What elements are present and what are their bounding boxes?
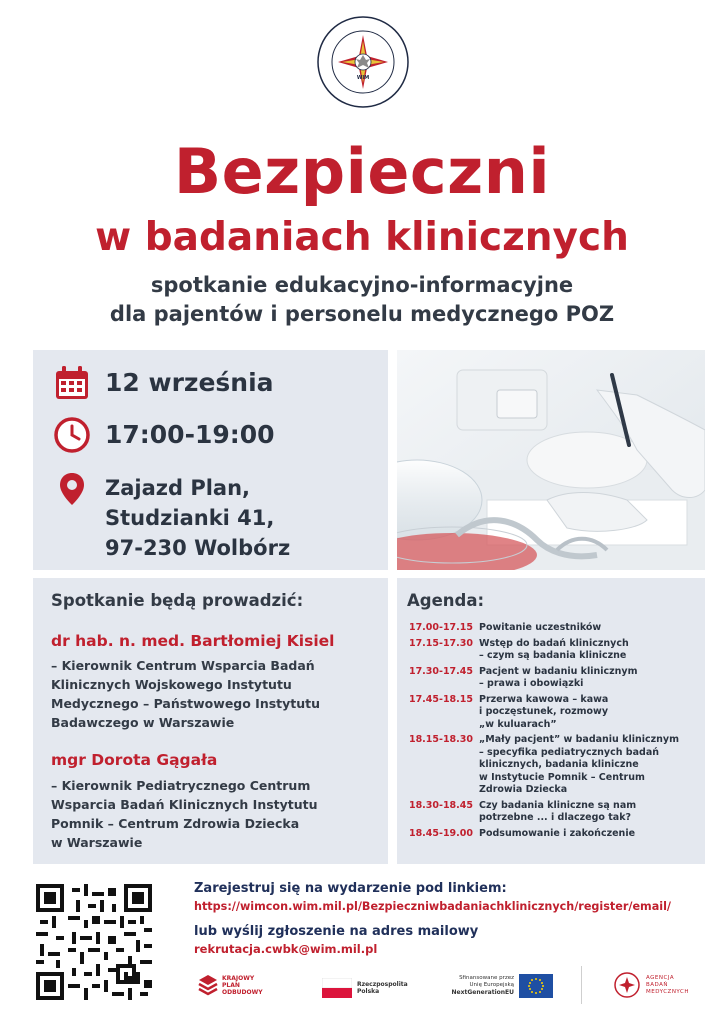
agenda-text-line: Przerwa kawowa – kawa [479, 693, 609, 705]
tagline-line-1: spotkanie edukacyjno-informacyjne [150, 273, 574, 297]
rp-label [357, 981, 408, 995]
agenda-text [479, 666, 701, 691]
leaders-panel [33, 578, 388, 864]
agenda-item [403, 828, 701, 841]
abm-line: AGENCJA [646, 974, 675, 981]
abm-icon [614, 972, 640, 998]
agenda-text-line: klinicznych, badania kliniczne [479, 759, 639, 770]
agenda-time: 17.45-18.15 [408, 693, 473, 705]
agenda-text [479, 800, 701, 825]
rp-line: Polska [357, 988, 380, 995]
leader-1-desc-line: Medycznego – Państwowego Instytutu [51, 696, 321, 711]
agenda-text [479, 638, 701, 663]
agenda-time: 17.30-17.45 [408, 665, 473, 677]
page-title: Bezpieczni [173, 135, 551, 208]
leader-1-name: dr hab. n. med. Bartłomiej Kisiel [51, 632, 335, 650]
agenda-list [403, 622, 701, 843]
agenda-text-line: Czy badania kliniczne są nam [479, 799, 637, 811]
agenda-item [403, 622, 701, 635]
kpo-line: ODBUDOWY [222, 988, 263, 996]
agenda-heading: Agenda: [407, 591, 485, 610]
leader-2-desc [51, 776, 381, 852]
agenda-text-line: potrzebne ... i dlaczego tak? [479, 812, 632, 823]
leader-1-desc [51, 656, 381, 732]
agenda-time: 18.15-18.30 [408, 734, 473, 745]
event-time-row [53, 416, 275, 454]
kpo-icon [198, 974, 218, 996]
clock-icon [53, 416, 91, 454]
kpo-line: PLAN [222, 981, 240, 989]
agenda-time: 18.30-18.45 [408, 799, 473, 811]
address-line-2: Studzianki 41, [105, 506, 275, 530]
eu-line-strong: NextGenerationEU [451, 989, 514, 996]
eu-logo [444, 974, 553, 998]
event-address [105, 473, 290, 563]
leader-2-desc-line: w Warszawie [51, 835, 143, 850]
abm-line: BADAŃ [646, 981, 669, 988]
logo-text: WIM [356, 75, 370, 81]
agenda-item [403, 734, 701, 797]
agenda-panel [397, 578, 705, 864]
agenda-text-line: – specyfika pediatrycznych badań [479, 746, 659, 758]
leader-1-desc-line: Badawczego w Warszawie [51, 715, 235, 730]
agenda-text-line: w Instytucie Pomnik – Centrum [479, 771, 645, 783]
eu-line: Unię Europejską [469, 982, 514, 988]
agenda-item [403, 666, 701, 691]
kpo-logo [198, 974, 266, 996]
event-date: 12 września [105, 368, 274, 397]
registration-link[interactable]: https://wimcon.wim.mil.pl/Bezpieczniwbadaniachklinicznych/register/email/ [194, 900, 671, 913]
registration-prompt: Zarejestruj się na wydarzenie pod linkiem: [194, 881, 507, 896]
kpo-label [222, 975, 266, 996]
eu-line: Sfinansowane przez [459, 975, 514, 981]
agenda-text-line: „Mały pacjent” w badaniu klinicznym [479, 734, 679, 745]
email-prompt: lub wyślij zgłoszenie na adres mailowy [194, 924, 479, 939]
event-info-panel [33, 350, 388, 570]
wim-logo [316, 15, 410, 109]
clinical-photo [397, 350, 705, 570]
leader-2-name: mgr Dorota Gągała [51, 751, 218, 769]
agenda-text [479, 828, 701, 841]
page-subtitle: w badaniach klinicznych [95, 215, 629, 260]
location-pin-icon [53, 470, 91, 508]
footer-divider [581, 966, 582, 1004]
abm-logo [614, 972, 696, 998]
leader-1-desc-line: – Kierownik Centrum Wsparcia Badań [51, 658, 315, 673]
agenda-text-line: Zdrowia Dziecka [479, 784, 568, 795]
registration-email[interactable]: rekrutacja.cwbk@wim.mil.pl [194, 942, 378, 956]
rp-logo [322, 978, 408, 998]
leaders-heading: Spotkanie będą prowadzić: [51, 591, 304, 610]
agenda-time: 17.00-17.15 [408, 622, 473, 633]
agenda-text-line: Wstęp do badań klinicznych [479, 637, 629, 649]
leader-1-desc-line: Klinicznych Wojskowego Instytutu [51, 677, 292, 692]
registration-block [194, 880, 704, 958]
kpo-line: KRAJOWY [222, 974, 255, 982]
address-line-3: 97-230 Wolbórz [105, 536, 291, 560]
event-address-row [53, 470, 290, 563]
leader-2-desc-line: – Kierownik Pediatrycznego Centrum [51, 778, 311, 793]
agenda-text [479, 694, 701, 732]
eu-flag-icon [519, 974, 553, 998]
calendar-icon [53, 364, 91, 402]
event-date-row [53, 364, 274, 402]
agenda-text-line: – czym są badania kliniczne [479, 650, 627, 661]
agenda-text-line: Powitanie uczestników [479, 622, 602, 633]
agenda-time: 17.15-17.30 [408, 637, 473, 649]
tagline [0, 271, 724, 329]
abm-label [646, 975, 696, 996]
eu-label [444, 975, 514, 997]
agenda-text-line: i poczęstunek, rozmowy [479, 706, 609, 717]
abm-line: MEDYCZNYCH [646, 988, 689, 995]
agenda-time: 18.45-19.00 [408, 827, 473, 839]
leader-2-desc-line: Wsparcia Badań Klinicznych Instytutu [51, 797, 318, 812]
agenda-text-line: Podsumowanie i zakończenie [479, 827, 636, 839]
tagline-line-2: dla pajentów i personelu medycznego POZ [109, 302, 615, 326]
address-line-1: Zajazd Plan, [105, 476, 251, 500]
agenda-text-line: „w kuluarach” [479, 718, 557, 730]
agenda-text [479, 622, 701, 635]
sponsor-logos [194, 966, 704, 1010]
agenda-text-line: – prawa i obowiązki [479, 678, 584, 689]
agenda-text-line: Pacjent w badaniu klinicznym [479, 665, 638, 677]
agenda-item [403, 800, 701, 825]
qr-code[interactable] [36, 884, 152, 1000]
agenda-item [403, 638, 701, 663]
leader-2-desc-line: Pomnik – Centrum Zdrowia Dziecka [51, 816, 300, 831]
event-time: 17:00-19:00 [105, 420, 275, 449]
agenda-item [403, 694, 701, 732]
agenda-text [479, 734, 701, 797]
polish-flag-icon [322, 978, 352, 998]
rp-line: Rzeczpospolita [357, 981, 408, 988]
